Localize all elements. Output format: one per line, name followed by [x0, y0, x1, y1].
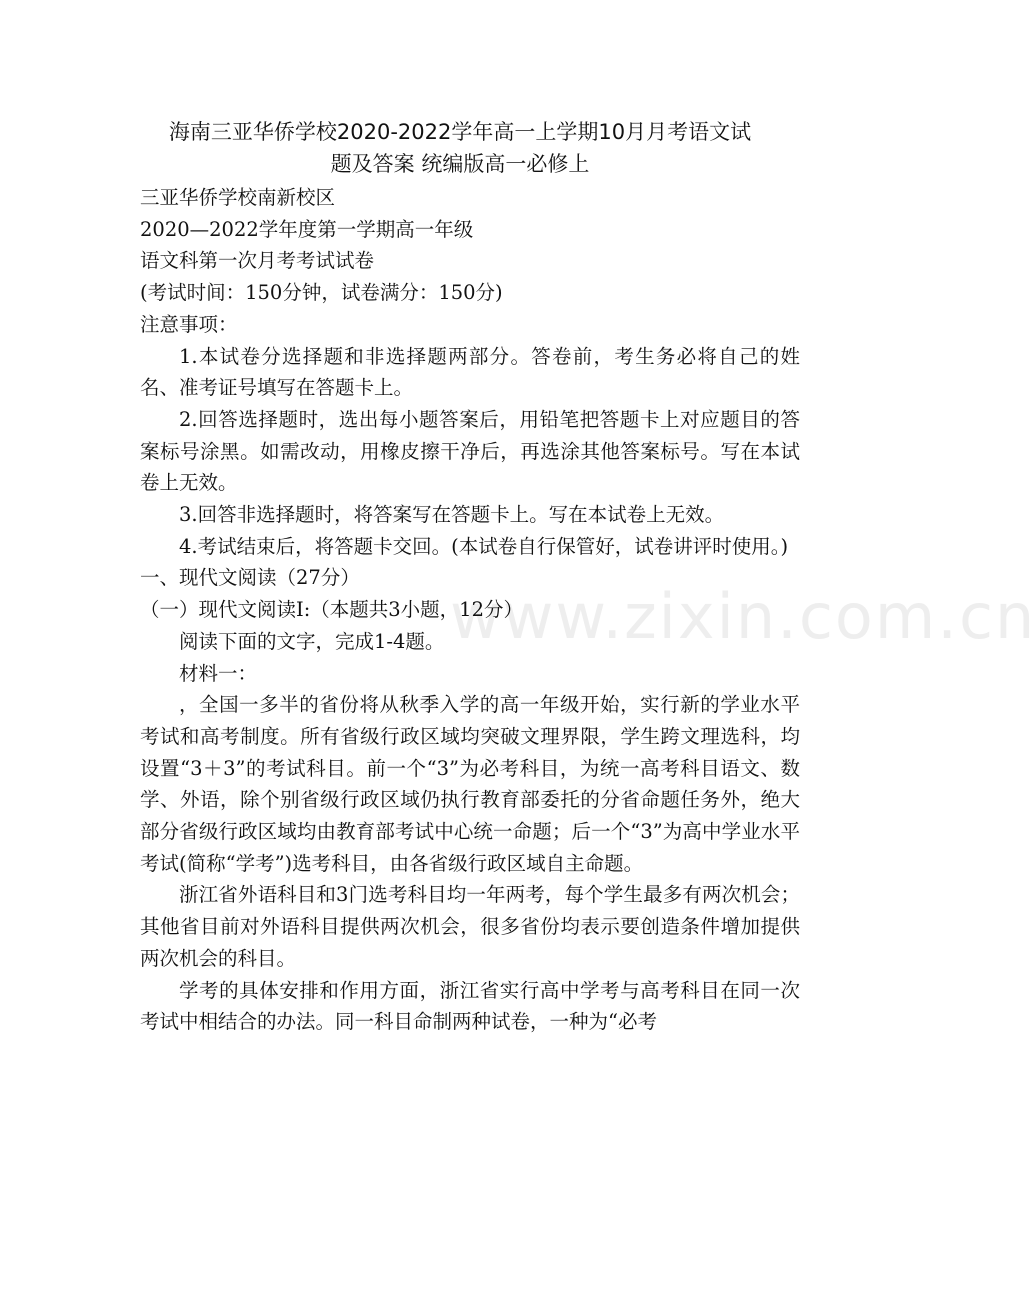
school-name: 三亚华侨学校南新校区 — [140, 186, 336, 209]
academic-year: 2020—2022学年度第一学期高一年级 — [140, 217, 474, 241]
notice-item: 2.回答选择题时，选出每小题答案后，用铅笔把答题卡上对应题目的答案标号涂黑。如需改动，用橡皮擦干净后，再选涂其他答案标号。写在本试卷上无效。 — [140, 407, 800, 495]
document-body — [140, 182, 800, 1038]
notice-item: 3.回答非选择题时，将答案写在答题卡上。写在本试卷上无效。 — [179, 503, 725, 527]
reading-instruction: 阅读下面的文字，完成1-4题。 — [179, 629, 445, 653]
watermark: www.zixin.com.cn — [450, 580, 1036, 653]
body-paragraph: 学考的具体安排和作用方面，浙江省实行高中学考与高考科目在同一次考试中相结合的办法。同一科目命制两种试卷，一种为“必考 — [140, 978, 800, 1034]
notice-heading: 注意事项： — [140, 312, 238, 336]
title-line-1: 海南三亚华侨学校2020-2022学年高一上学期10月月考语文试 — [168, 120, 752, 144]
notice-item: 4.考试结束后，将答题卡交回。(本试卷自行保管好，试卷讲评时使用。) — [179, 534, 789, 558]
material-label: 材料一： — [179, 661, 258, 685]
notice-item: 1.本试卷分选择题和非选择题两部分。答卷前，考生务必将自己的姓名、准考证号填写在答题卡上。 — [140, 344, 800, 400]
section-heading: 一、现代文阅读（27分） — [140, 566, 360, 590]
exam-name: 语文科第一次月考考试试卷 — [140, 249, 375, 273]
exam-duration: (考试时间：150分钟，试卷满分：150分) — [140, 281, 503, 305]
body-paragraph: 浙江省外语科目和3门选考科目均一年两考，每个学生最多有两次机会；其他省目前对外语科目提供两次机会，很多省份均表示要创造条件增加提供两次机会的科目。 — [140, 883, 800, 970]
subsection-heading: （一）现代文阅读Ⅰ:（本题共3小题，12分） — [140, 598, 523, 622]
body-paragraph: ，全国一多半的省份将从秋季入学的高一年级开始，实行新的学业水平考试和高考制度。所有省级行政区域均突破文理界限，学生跨文理选科，均设置“3＋3”的考试科目。前一个“3”为必考科目，为统一高考科目语文、数学、外语，除个别省级行政区域仍执行教育部委托的分省命题任务外，绝大部分省级行政区域均由教育部考试中心统一命题；后一个“3”为高中学业水平考试(简称“学考”)选考科目，由各省级行政区域自主命题。 — [140, 693, 800, 875]
title-line-2: 题及答案 统编版高一必修上 — [330, 152, 590, 176]
document-title — [120, 116, 800, 180]
